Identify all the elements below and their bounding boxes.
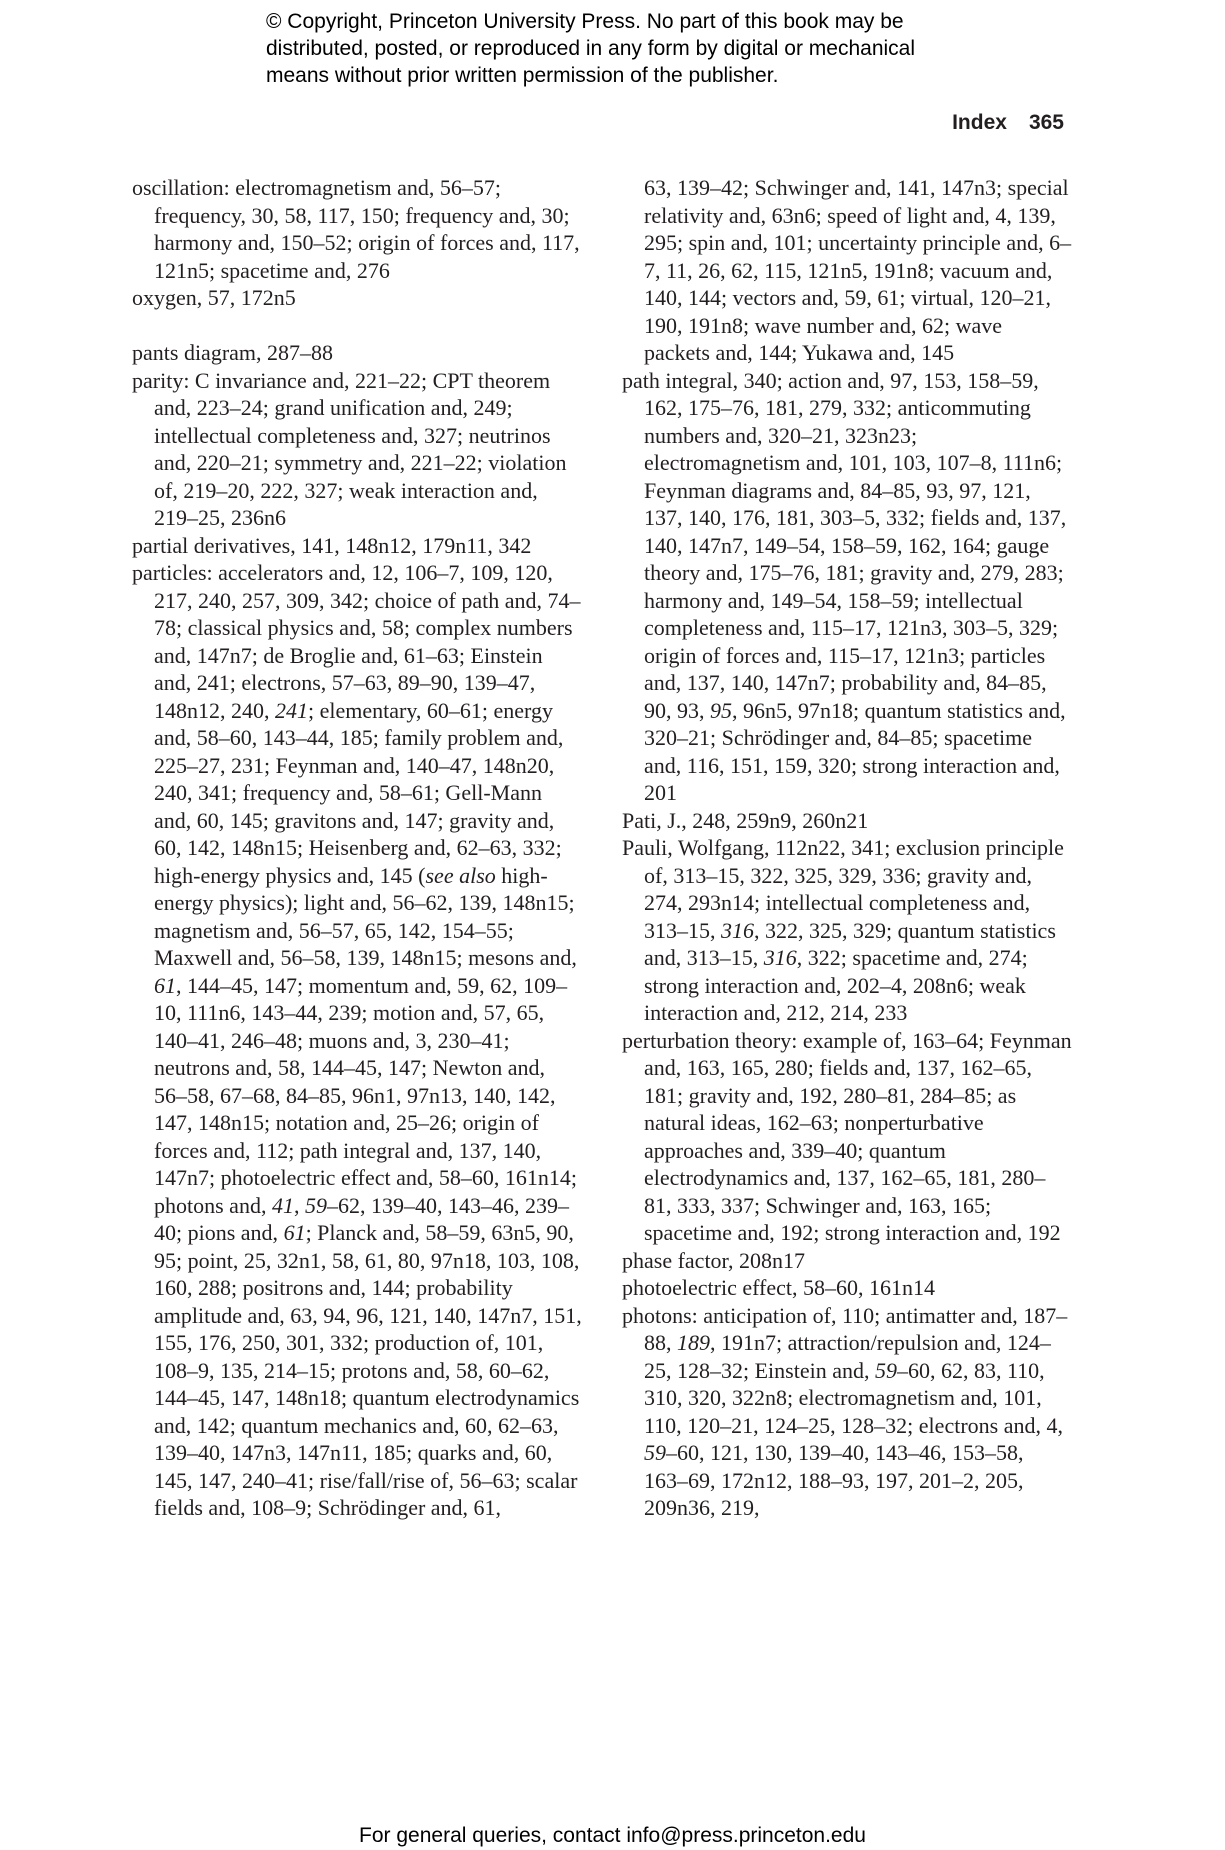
index-column-left — [132, 174, 582, 1522]
index-entry: parity: C invariance and, 221–22; CPT theorem and, 223–24; grand unification and, 249; intellectual completeness and, 327; neutrinos and, 220–21; symmetry and, 221–22; violation of, 219–20, 222, 327; weak interaction and, 219–25, 236n6 — [132, 367, 567, 530]
index-entry: oxygen, 57, 172n5 — [132, 285, 296, 310]
page-number: 365 — [1028, 111, 1064, 134]
index-entry: perturbation theory: example of, 163–64; Feynman and, 163, 165, 280; fields and, 137, 162–65, 181; gravity and, 192, 280–81, 284–85; as natural ideas, 162–63; nonperturbative approaches and, 339–40; quantum electrodynamics and, 137, 162–65, 181, 280–81, 333, 337; Schwinger and, 163, 165; spacetime and, 192; strong interaction and, 192 — [622, 1027, 1072, 1245]
index-column-right — [622, 174, 1072, 1522]
index-entry: Pati, J., 248, 259n9, 260n21 — [622, 807, 869, 833]
index-entry-continued: 63, 139–42; Schwinger and, 141, 147n3; special relativity and, 63n6; speed of light and, 4, 139, 295; spin and, 101; uncertainty principle and, 6–7, 11, 26, 62, 115, 121n5, 191n8; vacuum and, 140, 144; vectors and, 59, 61; virtual, 120–21, 190, 191n8; wave number and, 62; wave packets and, 144; Yukawa and, 145 — [644, 175, 1072, 365]
index-entry: photoelectric effect, 58–60, 161n14 — [622, 1275, 935, 1300]
index-entry: Pauli, Wolfgang, 112n22, 341; exclusion principle of, 313–15, 322, 325, 329, 336; gravity and, 274, 293n14; intellectual completeness and, 313–15, 316, 322, 325, 329; quantum statistics and, 313–15, 316, 322; spacetime and, 274; strong interaction and, 202–4, 208n6; weak interaction and, 212, 214, 233 — [622, 835, 1064, 1025]
index-entry: phase factor, 208n17 — [622, 1247, 806, 1273]
running-head — [952, 111, 1064, 135]
index-entry: path integral, 340; action and, 97, 153, 158–59, 162, 175–76, 181, 279, 332; anticommuting numbers and, 320–21, 323n23; electromagnetism and, 101, 103, 107–8, 111n6; Feynman diagrams and, 84–85, 93, 97, 121, 137, 140, 176, 181, 303–5, 332; fields and, 137, 140, 147n7, 149–54, 158–59, 162, 164; gauge theory and, 175–76, 181; gravity and, 279, 283; harmony and, 149–54, 158–59; intellectual completeness and, 115–17, 121n3, 303–5, 329; origin of forces and, 115–17, 121n3; particles and, 137, 140, 147n7; probability and, 84–85, 90, 93, 95, 96n5, 97n18; quantum statistics and, 320–21; Schrödinger and, 84–85; spacetime and, 116, 151, 159, 320; strong interaction and, 201 — [622, 367, 1067, 805]
copyright-line: distributed, posted, or reproduced in any form by digital or mechanical — [266, 37, 916, 60]
footer-contact: For general queries, contact info@press.princeton.edu — [359, 1824, 866, 1847]
index-entry: partial derivatives, 141, 148n12, 179n11, 342 — [132, 532, 532, 558]
index-entry: particles: accelerators and, 12, 106–7, 109, 120, 217, 240, 257, 309, 342; choice of path and, 74–78; classical physics and, 58; complex numbers and, 147n7; de Broglie and, 61–63; Einstein and, 241; electrons, 57–63, 89–90, 139–47, 148n12, 240, 241; elementary, 60–61; energy and, 58–60, 143–44, 185; family problem and, 225–27, 231; Feynman and, 140–47, 148n20, 240, 341; frequency and, 58–61; Gell-Mann and, 60, 145; gravitons and, 147; gravity and, 60, 142, 148n15; Heisenberg and, 62–63, 332; high-energy physics and, 145 (see also high-energy physics); light and, 56–62, 139, 148n15; magnetism and, 56–57, 65, 142, 154–55; Maxwell and, 56–58, 139, 148n15; mesons and, 61, 144–45, 147; momentum and, 59, 62, 109–10, 111n6, 143–44, 239; motion and, 57, 65, 140–41, 246–48; muons and, 3, 230–41; neutrons and, 58, 144–45, 147; Newton and, 56–58, 67–68, 84–85, 96n1, 97n13, 140, 142, 147, 148n15; notation and, 25–26; origin of forces and, 112; path integral and, 137, 140, 147n7; photoelectric effect and, 58–60, 161n14; photons and, 41, 59–62, 139–40, 143–46, 239–40; pions and, 61; Planck and, 58–59, 63n5, 90, 95; point, 25, 32n1, 58, 61, 80, 97n18, 103, 108, 160, 288; positrons and, 144; probability amplitude and, 63, 94, 96, 121, 140, 147n7, 151, 155, 176, 250, 301, 332; production of, 101, 108–9, 135, 214–15; protons and, 58, 60–62, 144–45, 147, 148n18; quantum electrodynamics and, 142; quantum mechanics and, 60, 62–63, 139–40, 147n3, 147n11, 185; quarks and, 60, 145, 147, 240–41; rise/fall/rise of, 56–63; scalar fields and, 108–9; Schrödinger and, 61, — [132, 560, 582, 1520]
copyright-line: © Copyright, Princeton University Press. No part of this book may be — [266, 10, 904, 33]
index-entry: oscillation: electromagnetism and, 56–57; frequency, 30, 58, 117, 150; frequency and, 30; harmony and, 150–52; origin of forces and, 117, 121n5; spacetime and, 276 — [132, 175, 580, 283]
copyright-notice — [266, 8, 1026, 89]
index-entry: photons: anticipation of, 110; antimatter and, 187–88, 189, 191n7; attraction/repulsion and, 124–25, 128–32; Einstein and, 59–60, 62, 83, 110, 310, 320, 322n8; electromagnetism and, 101, 110, 120–21, 124–25, 128–32; electrons and, 4, 59–60, 121, 130, 139–40, 143–46, 153–58, 163–69, 172n12, 188–93, 197, 201–2, 205, 209n36, 219, — [622, 1302, 1068, 1520]
section-title: Index — [952, 111, 1007, 134]
copyright-line: means without prior written permission of the publisher. — [266, 64, 779, 87]
index-entry: pants diagram, 287–88 — [132, 340, 334, 365]
letter-group-gap — [132, 312, 582, 340]
